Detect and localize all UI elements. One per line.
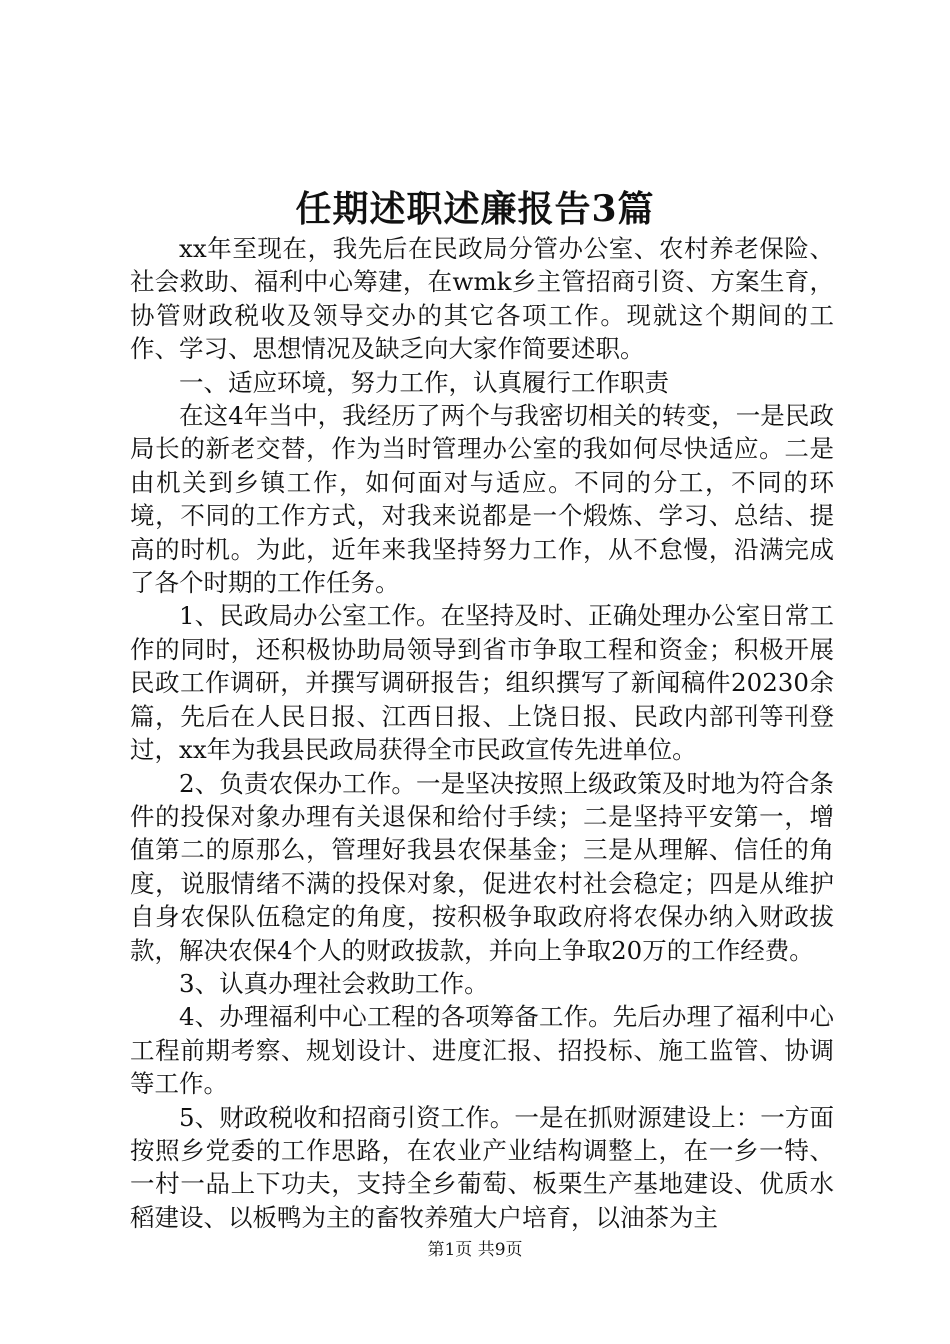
paragraph-item-1: 1、民政局办公室工作。在坚持及时、正确处理办公室日常工作的同时，还积极协助局领导到省市争取工程和资金；积极开展民政工作调研，并撰写调研报告；组织撰写了新闻稿件20230余篇，先后在人民日报、江西日报、上饶日报、民政内部刊等刊登过，xx年为我县民政局获得全市民政宣传先进单位。 xyxy=(130,601,834,765)
paragraph-item-3: 3、认真办理社会救助工作。 xyxy=(179,968,489,998)
paragraph-item-5: 5、财政税收和招商引资工作。一是在抓财源建设上：一方面按照乡党委的工作思路，在农业产业结构调整上，在一乡一特、一村一品上下功夫，支持全乡葡萄、板栗生产基地建设、优质水稻建设、以板鸭为主的畜牧养殖大户培育，以油茶为主 xyxy=(130,1102,834,1232)
paragraph-intro: xx年至现在，我先后在民政局分管办公室、农村养老保险、社会救助、福利中心筹建，在wmk乡主管招商引资、方案生育，协管财政税收及领导交办的其它各项工作。现就这个期间的工作、学习、思想情况及缺乏向大家作简要述职。 xyxy=(130,234,834,364)
paragraph-item-2: 2、负责农保办工作。一是坚决按照上级政策及时地为符合条件的投保对象办理有关退保和给付手续；二是坚持平安第一，增值第二的原那么，管理好我县农保基金；三是从理解、信任的角度，说服情绪不满的投保对象，促进农村社会稳定；四是从维护自身农保队伍稳定的角度，按积极争取政府将农保办纳入财政拔款，解决农保4个人的财政拔款，并向上争取20万的工作经费。 xyxy=(130,768,834,965)
paragraph-transition: 在这4年当中，我经历了两个与我密切相关的转变，一是民政局长的新老交替，作为当时管理办公室的我如何尽快适应。二是由机关到乡镇工作，如何面对与适应。不同的分工，不同的环境，不同的工作方式，对我来说都是一个煅炼、学习、总结、提高的时机。为此，近年来我坚持努力工作，从不怠慢，沿满完成了各个时期的工作任务。 xyxy=(130,401,834,598)
section-heading-1: 一、适应环境，努力工作，认真履行工作职责 xyxy=(179,367,669,397)
document-title: 任期述职述廉报告3篇 xyxy=(295,188,655,230)
page-number-footer: 第1页 共9页 xyxy=(427,1240,523,1260)
paragraph-item-4: 4、办理福利中心工程的各项筹备工作。先后办理了福利中心工程前期考察、规划设计、进度汇报、招投标、施工监管、协调等工作。 xyxy=(130,1002,834,1099)
document-body xyxy=(130,232,834,1234)
